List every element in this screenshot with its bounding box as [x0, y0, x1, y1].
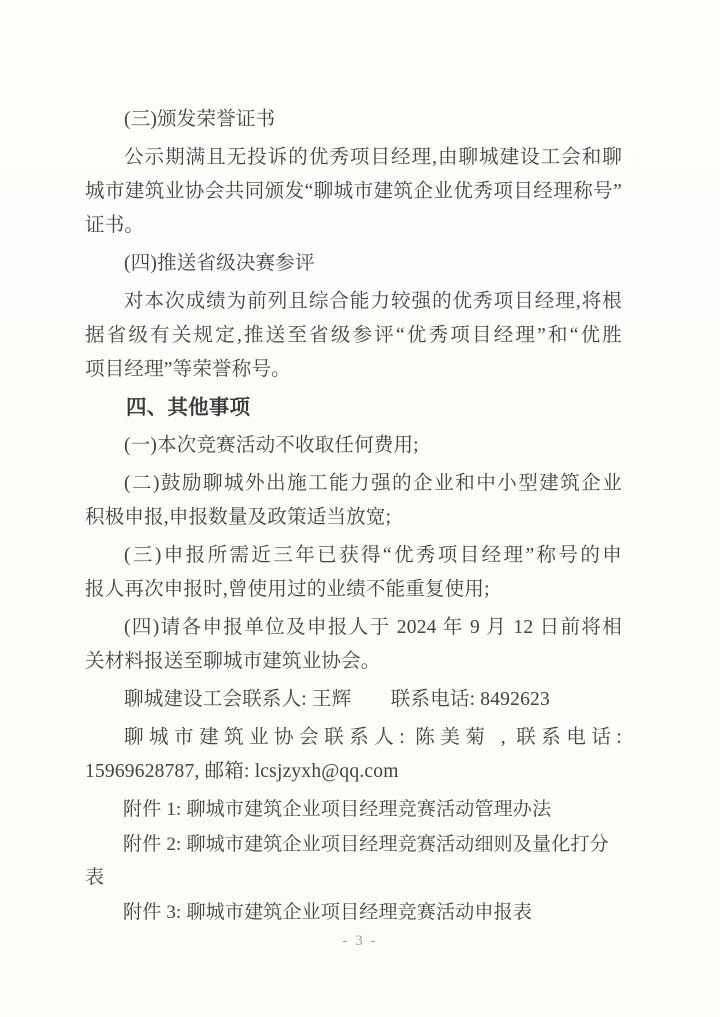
- item-no-fee: (一)本次竞赛活动不收取任何费用;: [124, 435, 419, 456]
- item-deadline-line-2: 关材料报送至聊城市建筑业协会。: [85, 651, 381, 672]
- section-heading-other-matters: 四、其他事项: [126, 396, 251, 419]
- para-provincial-line-1: 对本次成绩为前列且综合能力较强的优秀项目经理,将根: [124, 291, 622, 312]
- subsection-heading-certificate: (三)颁发荣誉证书: [124, 109, 276, 130]
- item-no-reuse-line-1: (三)申报所需近三年已获得“优秀项目经理”称号的申: [124, 545, 622, 566]
- item-no-reuse-line-2: 报人再次申报时,曾使用过的业绩不能重复使用;: [85, 579, 490, 600]
- attachment-3: 附件 3: 聊城市建筑企业项目经理竞赛活动申报表: [123, 902, 533, 923]
- contact-union-line: 聊城建设工会联系人: 王辉 联系电话: 8492623: [124, 689, 550, 710]
- document-body: [85, 103, 622, 929]
- subsection-heading-provincial: (四)推送省级决赛参评: [124, 253, 315, 274]
- para-provincial-line-3: 项目经理”等荣誉称号。: [85, 359, 291, 380]
- attachment-2: 附件 2: 聊城市建筑企业项目经理竞赛活动细则及量化打分表: [85, 834, 609, 888]
- contact-association-line-1: 聊城市建筑业协会联系人: 陈美菊 , 联系电话:: [124, 727, 622, 748]
- item-deadline-line-1: (四)请各申报单位及申报人于 2024 年 9 月 12 日前将相: [124, 617, 622, 638]
- para-certificate-line-3: 证书。: [85, 215, 145, 236]
- attachment-1: 附件 1: 聊城市建筑企业项目经理竞赛活动管理办法: [123, 799, 552, 820]
- contact-association-line-2: 15969628787, 邮箱: lcsjzyxh@qq.com: [85, 761, 399, 782]
- para-certificate-line-1: 公示期满且无投诉的优秀项目经理,由聊城建设工会和聊: [124, 147, 622, 168]
- para-certificate-line-2: 城市建筑业协会共同颁发“聊城市建筑企业优秀项目经理称号”: [85, 181, 622, 202]
- item-encourage-line-2: 积极申报,申报数量及政策适当放宽;: [85, 507, 392, 528]
- item-encourage-line-1: (二)鼓励聊城外出施工能力强的企业和中小型建筑企业: [124, 473, 622, 494]
- para-provincial-line-2: 据省级有关规定,推送至省级参评“优秀项目经理”和“优胜: [85, 325, 622, 346]
- page-number: - 3 -: [342, 933, 378, 949]
